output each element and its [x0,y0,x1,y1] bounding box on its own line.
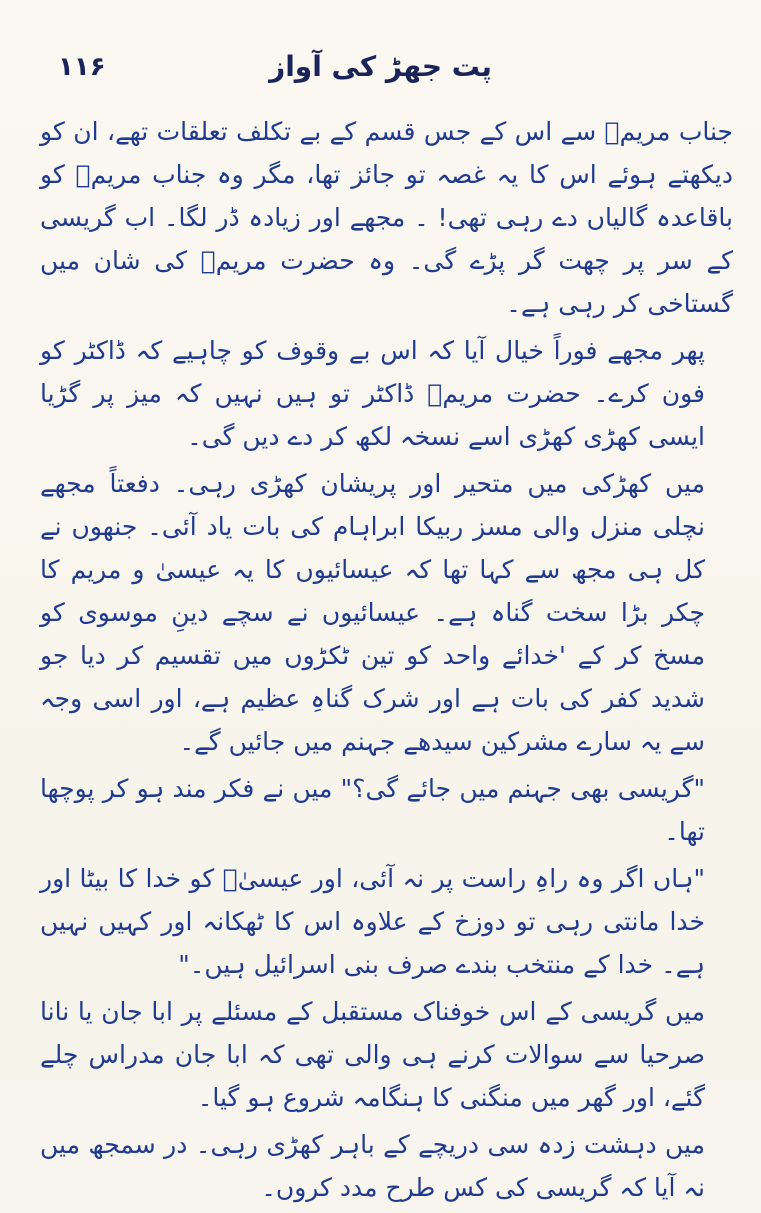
paragraph-2: پھر مجھے فوراً خیال آیا کہ اس بے وقوف کو چاہیے کہ ڈاکٹر کو فون کرے۔ حضرت مریمؑ ڈاکٹر تو ہیں نہیں کہ میز پر گڑیا ایسی کھڑی کھڑی اسے نسخہ لکھ کر دے دیں گی۔ [40,336,705,451]
paragraph-4: "گریسی بھی جہنم میں جائے گی؟" میں نے فکر مند ہو کر پوچھا تھا۔ [40,774,705,846]
chapter-title: پت جھڑ کی آواز [269,50,492,83]
paragraph-5: "ہاں اگر وہ راہِ راست پر نہ آئی، اور عیسیٰؑ کو خدا کا بیٹا اور خدا مانتی رہی تو دوزخ کے علاوہ اس کا ٹھکانہ اور کہیں نہیں ہے۔ خدا کے منتخب بندے صرف بنی اسرائیل ہیں۔" [40,864,705,979]
paragraph-3: میں کھڑکی میں متحیر اور پریشان کھڑی رہی۔ دفعتاً مجھے نچلی منزل والی مسز ربیکا ابراہام کی بات یاد آئی۔ جنھوں نے کل ہی مجھ سے کہا تھا کہ عیسائیوں کا یہ عیسیٰ و مریم کا چکر بڑا سخت گناہ ہے۔ عیسائیوں نے سچے دینِ موسوی کو مسخ کر کے 'خدائے واحد کو تین ٹکڑوں میں تقسیم کر دیا جو شدید کفر کی بات ہے اور شرک گناہِ عظیم ہے، اور اسی وجہ سے یہ سارے مشرکین سیدھے جہنم میں جائیں گے۔ [40,469,705,756]
page-header [40,48,721,98]
paragraph-6: میں گریسی کے اس خوفناک مستقبل کے مسئلے پر ابا جان یا نانا صرحیا سے سوالات کرنے ہی والی تھی کہ ابا جان مدراس چلے گئے، اور گھر میں منگنی کا ہنگامہ شروع ہو گیا۔ [40,997,705,1112]
paragraph-7: میں دہشت زدہ سی دریچے کے باہر کھڑی رہی۔ در سمجھ میں نہ آیا کہ گریسی کی کس طرح مدد کروں۔ [40,1130,705,1202]
paragraph-1: جناب مریمؑ سے اس کے جس قسم کے بے تکلف تعلقات تھے، ان کو دیکھتے ہوئے اس کا یہ غصہ تو جائز تھا، مگر وہ جناب مریمؑ کو باقاعدہ گالیاں دے رہی تھی! ۔ مجھے اور زیادہ ڈر لگا۔ اب گریسی کے سر پر چھت گر پڑے گی۔ وہ حضرت مریمؑ کی شان میں گستاخی کر رہی ہے۔ [40,117,733,318]
page-number: ۱۱۶ [58,52,106,82]
page-body [40,110,733,1213]
